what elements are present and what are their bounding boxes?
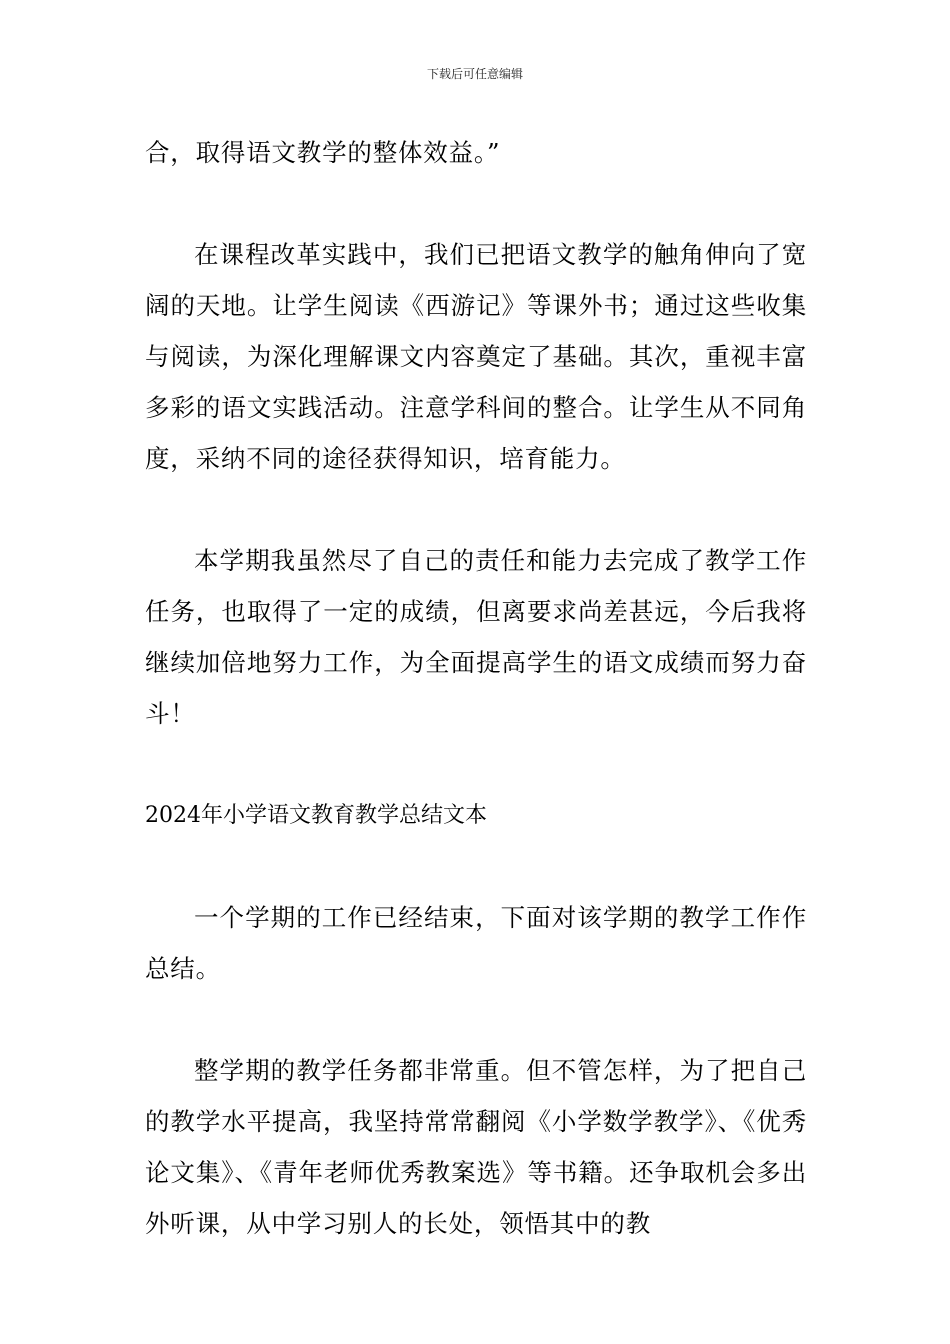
paragraph-curriculum-reform: 在课程改革实践中，我们已把语文教学的触角伸向了宽阔的天地。让学生阅读《西游记》等课外书；通过这些收集与阅读，为深化理解课文内容奠定了基础。其次，重视丰富多彩的语文实践活动。注意学科间的整合。让学生从不同角度，采纳不同的途径获得知识，培育能力。 [145,240,807,473]
page-header-note: 下载后可任意编辑 [426,67,523,81]
paragraph-intro: 一个学期的工作已经结束，下面对该学期的教学工作作总结。 [145,903,807,983]
paragraph-semester-reflection: 本学期我虽然尽了自己的责任和能力去完成了教学工作任务，也取得了一定的成绩，但离要求尚差甚远，今后我将继续加倍地努力工作，为全面提高学生的语文成绩而努力奋斗！ [145,546,807,728]
paragraph-continuation: 合，取得语文教学的整体效益。” [145,138,501,167]
document-title: 2024年小学语文教育教学总结文本 [145,803,487,828]
document-body [145,127,807,1249]
paragraph-teaching-tasks: 整学期的教学任务都非常重。但不管怎样，为了把自己的教学水平提高，我坚持常常翻阅《小学数学教学》、《优秀论文集》、《青年老师优秀教案选》等书籍。还争取机会多出外听课，从中学习别人的长处，领悟其中的教 [145,1056,807,1238]
